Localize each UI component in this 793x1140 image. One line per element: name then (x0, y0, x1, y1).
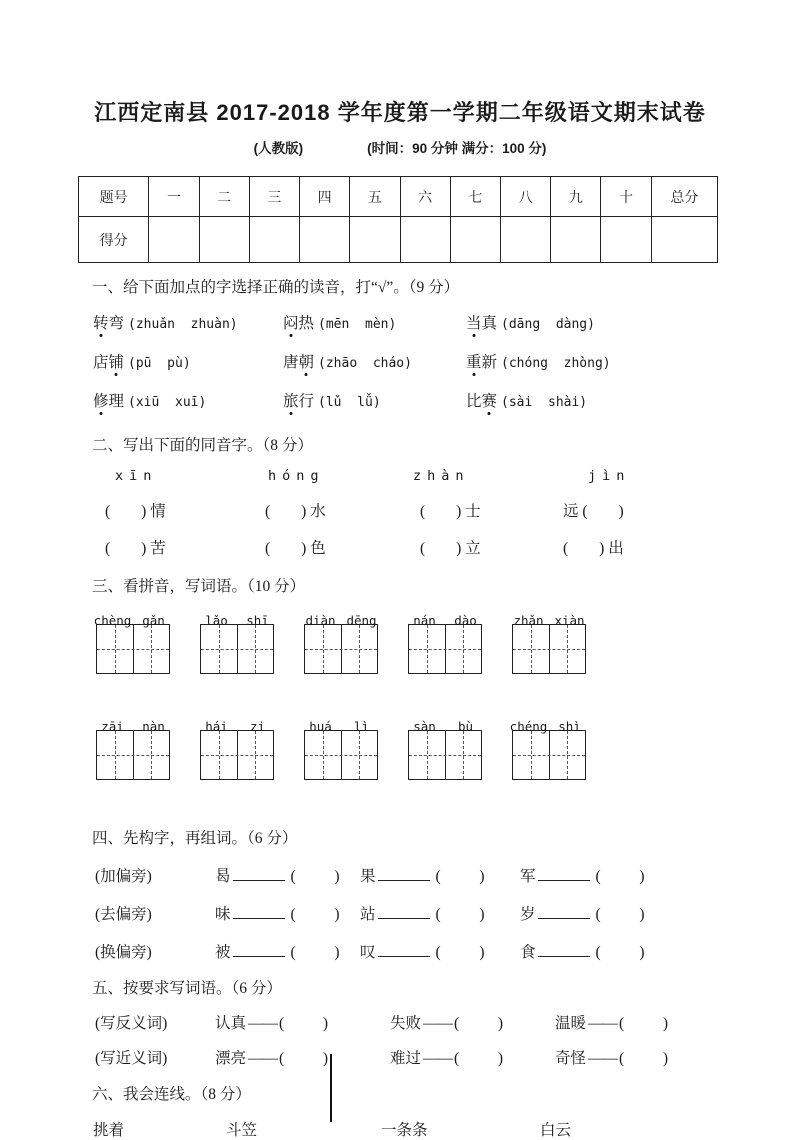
pinyin-syllable: zhǎn (513, 613, 544, 628)
blank-underline (378, 905, 430, 919)
section1-word-list (93, 311, 722, 411)
blank-parens: ( ) (290, 868, 340, 885)
base-character: 站 (360, 906, 376, 923)
dash: —— (588, 1050, 618, 1067)
score-cell-empty (300, 217, 350, 263)
section4-heading: 四、先构字，再组词。（6 分） (92, 830, 298, 847)
blank-underline (233, 905, 285, 919)
header-cell: 总分 (651, 177, 717, 217)
grid-cell (305, 625, 341, 673)
pinyin-syllable: bù (457, 719, 474, 734)
grid-cell (409, 625, 445, 673)
pinyin-options: (chóng zhòng) (501, 356, 611, 371)
grid-cell (549, 731, 586, 779)
blank-parens: ( ) (595, 906, 645, 923)
character: 热 (298, 315, 315, 332)
grid-cell (409, 731, 445, 779)
pinyin-options: (zhuǎn zhuàn) (128, 317, 238, 332)
exam-info-label: (时间：90 分钟 满分：100 分) (367, 141, 547, 156)
header-cell: 二 (199, 177, 249, 217)
writing-box (408, 613, 482, 674)
pinyin-options: (pū pù) (128, 356, 191, 371)
character: 店 (93, 354, 109, 371)
base-character: 军 (520, 868, 536, 885)
dotted-character: 当 (466, 311, 482, 333)
pinyin-options: (zhāo cháo) (318, 356, 412, 371)
pinyin-options: (lǔ lǚ) (318, 395, 381, 410)
build-word-item (360, 940, 520, 962)
row-label: (加偏旁) (95, 868, 152, 885)
character-grid (200, 624, 274, 674)
source-word: 认真 (215, 1015, 247, 1032)
build-word-item (520, 940, 722, 962)
dash: —— (248, 1015, 278, 1032)
section1-heading: 一、给下面加点的字选择正确的读音，打“√”。（9 分） (92, 279, 460, 296)
grid-cell (133, 625, 170, 673)
dash: —— (423, 1050, 453, 1067)
header-cell: 题号 (79, 177, 149, 217)
header-cell: 十 (601, 177, 651, 217)
blank-item: ( ) 苦 (105, 540, 166, 557)
character-grid (512, 624, 586, 674)
word-pair-item (215, 1011, 390, 1033)
score-cell-empty (551, 217, 601, 263)
dotted-character: 铺 (109, 350, 125, 372)
grid-cell (549, 625, 586, 673)
section4-row (95, 902, 722, 924)
blank-parens: ( ) (279, 1015, 329, 1032)
source-word: 漂亮 (215, 1050, 247, 1067)
pinyin-caption (196, 719, 278, 734)
pinyin-label: hóng (268, 468, 325, 484)
dotted-character: 赛 (482, 389, 498, 411)
score-cell-empty (601, 217, 651, 263)
word-item (93, 311, 283, 333)
dash: —— (423, 1015, 453, 1032)
base-character: 味 (215, 906, 231, 923)
pinyin-caption (92, 719, 174, 734)
dotted-character: 重 (466, 350, 482, 372)
pinyin-syllable: zāi (101, 719, 124, 734)
dash: —— (588, 1015, 618, 1032)
score-label-cell: 得分 (79, 217, 149, 263)
character: 弯 (108, 315, 125, 332)
blank-underline (538, 867, 590, 881)
source-word: 难过 (390, 1050, 422, 1067)
pinyin-caption (196, 613, 278, 628)
match-word-left: 斗笠 (226, 1122, 258, 1139)
writing-grid-row (96, 719, 722, 780)
section5-heading: 五、按要求写词语。（6 分） (92, 980, 282, 997)
blank-parens: ( ) (595, 944, 645, 961)
subtitle-row (78, 137, 722, 157)
pinyin-syllable: sàn (413, 719, 436, 734)
page-title: 江西定南县 2017-2018 学年度第一学期二年级语文期末试卷 (94, 100, 706, 125)
word-item (93, 350, 283, 372)
pinyin-options: (sài shài) (501, 395, 588, 410)
pinyin-syllable: nán (413, 613, 436, 628)
pinyin-syllable: dēng (346, 613, 377, 628)
dotted-character: 修 (93, 389, 109, 411)
pinyin-syllable: nàn (142, 719, 165, 734)
match-word-right: 一条条 (381, 1122, 428, 1139)
section6-heading: 六、我会连线。（8 分） (92, 1086, 251, 1103)
character: 唐 (283, 354, 299, 371)
grid-cell (445, 731, 482, 779)
pinyin-caption (300, 613, 382, 628)
base-character: 叹 (360, 944, 376, 961)
build-word-item (520, 864, 722, 886)
writing-box (200, 613, 274, 674)
blank-item: ( ) 色 (265, 540, 326, 557)
base-character: 曷 (215, 868, 231, 885)
pinyin-syllable: hái (205, 719, 228, 734)
pinyin-caption (404, 613, 486, 628)
pinyin-caption (300, 719, 382, 734)
blank-underline (538, 943, 590, 957)
dotted-character: 朝 (299, 350, 315, 372)
section3-heading: 三、看拼音，写词语。（10 分） (92, 578, 306, 595)
header-cell: 八 (500, 177, 550, 217)
matching-row (78, 1118, 722, 1140)
edition-label: (人教版) (253, 141, 304, 156)
build-word-item (520, 902, 722, 924)
section5-row (95, 1011, 722, 1033)
word-item (93, 389, 283, 411)
character-grid (96, 730, 170, 780)
paper-content (78, 96, 722, 1140)
word-item (283, 389, 466, 411)
pinyin-label: zhàn (413, 468, 470, 484)
pinyin-syllable: xiàn (554, 613, 585, 628)
grid-cell (201, 625, 237, 673)
base-character: 被 (215, 944, 231, 961)
source-word: 奇怪 (555, 1050, 587, 1067)
score-cell-empty (350, 217, 400, 263)
pinyin-syllable: diàn (305, 613, 336, 628)
score-table-score-row (79, 217, 718, 263)
grid-cell (341, 625, 378, 673)
base-character: 果 (360, 868, 376, 885)
blank-item: ( ) 情 (105, 503, 166, 520)
header-cell: 三 (249, 177, 299, 217)
column-divider-line (330, 1054, 332, 1122)
character-grid (408, 730, 482, 780)
word-pair-item (390, 1046, 555, 1068)
blank-item: ( ) 立 (420, 540, 481, 557)
character-grid (304, 624, 378, 674)
score-cell-empty (199, 217, 249, 263)
header-cell: 七 (450, 177, 500, 217)
writing-box (408, 719, 482, 780)
word-item (466, 350, 722, 372)
header-cell: 九 (551, 177, 601, 217)
build-word-item (215, 902, 360, 924)
character: 行 (298, 393, 315, 410)
score-cell-empty (249, 217, 299, 263)
word-pair-item (390, 1011, 555, 1033)
word-pair-item (215, 1046, 390, 1068)
pinyin-caption (508, 719, 590, 734)
word-item (466, 389, 722, 411)
header-cell: 四 (300, 177, 350, 217)
match-word-right: 白云 (540, 1122, 572, 1139)
build-word-item (215, 940, 360, 962)
character: 理 (108, 393, 125, 410)
grid-cell (305, 731, 341, 779)
blank-underline (538, 905, 590, 919)
dotted-character: 旅 (283, 389, 299, 411)
word-item (283, 311, 466, 333)
word-item (466, 311, 722, 333)
dash: —— (248, 1050, 278, 1067)
blank-parens: ( ) (619, 1015, 669, 1032)
writing-box (93, 613, 170, 674)
grid-cell (445, 625, 482, 673)
blank-parens: ( ) (290, 906, 340, 923)
blank-item: ( ) 水 (265, 503, 326, 520)
blank-parens: ( ) (279, 1050, 329, 1067)
section4-row (95, 940, 722, 962)
build-word-item (360, 864, 520, 886)
row-label: (换偏旁) (95, 944, 152, 961)
pinyin-syllable: shī (246, 613, 269, 628)
grid-cell (513, 731, 549, 779)
pinyin-label: xīn (115, 468, 158, 484)
base-character: 食 (520, 944, 536, 961)
blank-parens: ( ) (454, 1015, 504, 1032)
score-table (78, 176, 718, 263)
section2-blank-row (105, 499, 722, 521)
pinyin-syllable: shì (558, 719, 581, 734)
writing-grid-row (93, 613, 722, 674)
character-grid (200, 730, 274, 780)
blank-parens: ( ) (619, 1050, 669, 1067)
character: 比 (466, 393, 482, 410)
character: 新 (481, 354, 498, 371)
writing-box (512, 613, 586, 674)
grid-cell (201, 731, 237, 779)
header-cell: 一 (149, 177, 199, 217)
blank-parens: ( ) (435, 868, 485, 885)
blank-parens: ( ) (454, 1050, 504, 1067)
pinyin-syllable: zi (249, 719, 266, 734)
match-word-left: 挑着 (93, 1122, 125, 1139)
grid-cell (97, 731, 133, 779)
writing-box (304, 613, 378, 674)
character-grid (512, 730, 586, 780)
section4-row (95, 864, 722, 886)
pinyin-syllable: chéng (509, 719, 548, 734)
writing-box (96, 719, 170, 780)
section2-pinyin-row (115, 468, 722, 484)
build-word-item (215, 864, 360, 886)
character-grid (96, 624, 170, 674)
character-grid (304, 730, 378, 780)
section2-blank-row (105, 536, 722, 558)
pinyin-options: (xiū xuī) (128, 395, 207, 410)
pinyin-syllable: gǎn (142, 613, 165, 628)
character-grid (408, 624, 482, 674)
blank-underline (378, 867, 430, 881)
writing-box (304, 719, 378, 780)
score-table-header-row (79, 177, 718, 217)
pinyin-caption (404, 719, 486, 734)
header-cell: 六 (400, 177, 450, 217)
blank-parens: ( ) (435, 944, 485, 961)
blank-underline (233, 867, 285, 881)
pinyin-options: (mēn mèn) (318, 317, 397, 332)
pinyin-syllable: lǎo (205, 613, 228, 628)
pinyin-syllable: lì (353, 719, 370, 734)
writing-box (200, 719, 274, 780)
blank-item: 远 ( ) (563, 503, 624, 520)
writing-box (509, 719, 586, 780)
grid-cell (341, 731, 378, 779)
score-cell-empty (500, 217, 550, 263)
blank-parens: ( ) (435, 906, 485, 923)
section5-row (95, 1046, 722, 1068)
blank-underline (378, 943, 430, 957)
dotted-character: 闷 (283, 311, 299, 333)
dotted-character: 转 (93, 311, 109, 333)
blank-item: ( ) 出 (563, 540, 624, 557)
word-pair-item (555, 1011, 722, 1033)
row-label: (去偏旁) (95, 906, 152, 923)
blank-item: ( ) 士 (420, 503, 481, 520)
pinyin-caption (92, 613, 174, 628)
header-cell: 五 (350, 177, 400, 217)
grid-cell (237, 731, 274, 779)
build-word-item (360, 902, 520, 924)
pinyin-syllable: huá (309, 719, 332, 734)
row-label: (写反义词) (95, 1015, 168, 1032)
source-word: 温暖 (555, 1015, 587, 1032)
grid-cell (133, 731, 170, 779)
row-label: (写近义词) (95, 1050, 168, 1067)
pinyin-caption (508, 613, 590, 628)
section2-heading: 二、写出下面的同音字。（8 分） (92, 437, 313, 454)
pinyin-label: jìn (588, 468, 631, 484)
blank-underline (233, 943, 285, 957)
word-pair-item (555, 1046, 722, 1068)
blank-parens: ( ) (595, 868, 645, 885)
grid-cell (97, 625, 133, 673)
pinyin-syllable: dào (454, 613, 477, 628)
score-cell-empty (450, 217, 500, 263)
blank-parens: ( ) (290, 944, 340, 961)
score-cell-empty (149, 217, 199, 263)
score-cell-empty (400, 217, 450, 263)
grid-cell (513, 625, 549, 673)
source-word: 失败 (390, 1015, 422, 1032)
pinyin-syllable: chèng (93, 613, 132, 628)
character: 真 (481, 315, 498, 332)
base-character: 岁 (520, 906, 536, 923)
pinyin-options: (dāng dàng) (501, 317, 595, 332)
grid-cell (237, 625, 274, 673)
score-cell-empty (651, 217, 717, 263)
word-item (283, 350, 466, 372)
